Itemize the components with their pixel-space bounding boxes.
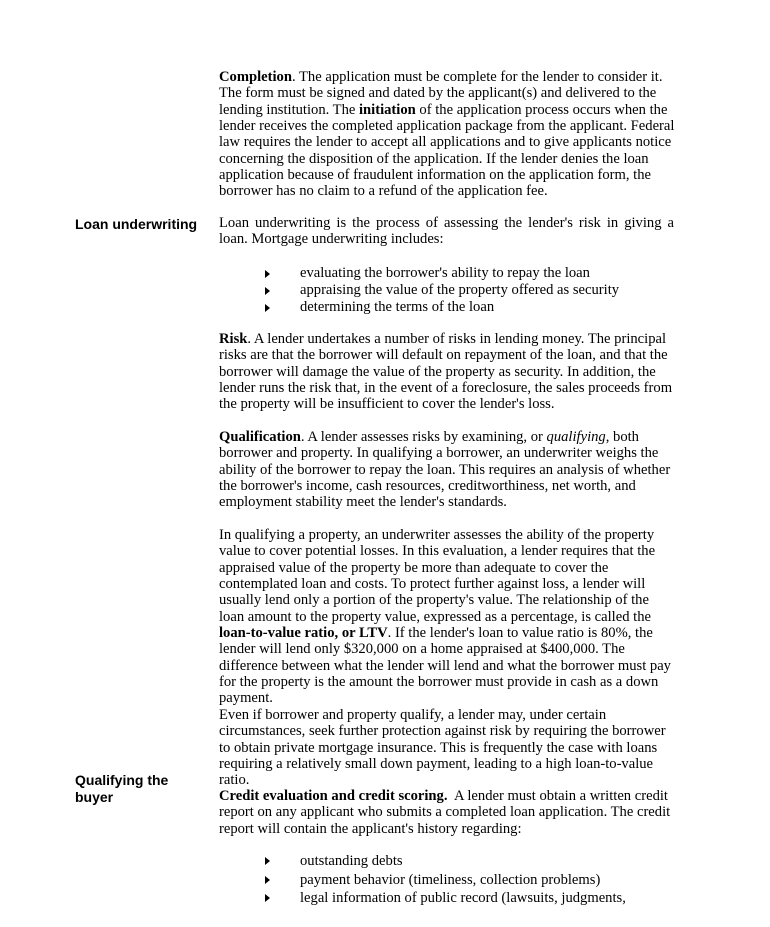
list-item [262, 871, 626, 890]
list-item [262, 889, 626, 908]
completion-lead: Completion [219, 69, 292, 85]
risk-text: . A lender undertakes a number of risks in lending money. The principal risks are that the borrower will default on repayment of the loan, and that the borrower will damage the value of the property as security. In addition, the lender runs the risk that, in the event of a foreclosure, the sales proceeds from the property will be insufficient to cover the lender's loss. [219, 331, 673, 413]
bullet-triangle-icon [265, 270, 270, 278]
qualifying-buyer-heading [75, 772, 215, 805]
list-item-text: payment behavior (timeliness, collection problems) [300, 871, 601, 888]
list-item [262, 852, 626, 871]
qualification-text-1: . A lender assesses risks by examining, or [300, 429, 547, 445]
list-item-text: legal information of public record (lawsuits, judgments, [300, 890, 626, 906]
qualification-lead: Qualification [219, 429, 301, 445]
underwriting-bullet-list [262, 265, 619, 316]
risk-paragraph [219, 331, 677, 413]
qualification-paragraph [219, 429, 677, 511]
list-item [262, 265, 619, 282]
bullet-triangle-icon [265, 876, 270, 884]
heading-line-1: Qualifying the [75, 772, 169, 788]
loan-underwriting-heading: Loan underwriting [75, 216, 198, 232]
completion-text-1: . The application must be complete for the lender to consider it. The form must be signed and dated by the applicant(s) and delivered to the lending institution. The [219, 69, 663, 118]
property-paragraph [219, 527, 677, 707]
completion-paragraph [219, 69, 677, 200]
bullet-triangle-icon [265, 287, 270, 295]
bullet-triangle-icon [265, 304, 270, 312]
risk-lead: Risk [219, 331, 248, 347]
insurance-paragraph: Even if borrower and property qualify, a lender may, under certain circumstances, seek further protection against risk by requiring the borrower to obtain private mortgage insurance. This is frequently the case with loans requiring a relatively small down payment, leading to a high loan-to-value ratio. [219, 707, 666, 789]
credit-paragraph [219, 788, 677, 837]
qualifying-term: qualifying [546, 429, 606, 445]
loan-underwriting-intro: Loan underwriting is the process of assessing the lender's risk in giving a loan. Mortgage underwriting includes: [219, 215, 674, 248]
list-item [262, 299, 619, 316]
completion-text-2: of the application process occurs when the lender receives the completed application package from the applicant. Federal law requires the lender to accept all applications and to give applicants notice concerning the disposition of the application. If the lender denies the loan application because of fraudulent information on the application form, the borrower has no claim to a refund of the application fee. [219, 101, 675, 200]
property-text-1: In qualifying a property, an underwriter assesses the ability of the property value to cover potential losses. In this evaluation, a lender requires that the appraised value of the property be more than adequate to cover the contemplated loan and costs. To protect further against loss, a lender will usually lend only a portion of the property's value. The relationship of the loan amount to the property value, expressed as a percentage, is called the [219, 527, 656, 625]
list-item-text: evaluating the borrower's ability to repay the loan [300, 265, 590, 281]
list-item-text: appraising the value of the property offered as security [300, 282, 620, 298]
list-item-text: outstanding debts [300, 853, 403, 869]
list-item-text: determining the terms of the loan [300, 299, 495, 315]
initiation-term: initiation [359, 101, 416, 118]
property-text-2: . If the lender's loan to value ratio is 80%, the lender will lend only $320,000 on a home appraised at $400,000. The difference between what the lender will lend and what the borrower must pay for the property is the amount the borrower must provide in cash as a down payment. [219, 625, 671, 707]
ltv-term: loan-to-value ratio, or LTV [219, 625, 388, 642]
credit-bullet-list [262, 852, 626, 908]
credit-text: A lender must obtain a written credit report on any applicant who submits a completed loan application. The credit report will contain the applicant's history regarding: [219, 788, 674, 837]
heading-line-2: buyer [75, 788, 114, 805]
credit-lead: Credit evaluation and credit scoring. [219, 788, 448, 804]
bullet-triangle-icon [265, 857, 270, 865]
bullet-triangle-icon [265, 894, 270, 902]
list-item [262, 282, 619, 299]
qualification-text-2: , both borrower and property. In qualifying a borrower, an underwriter weighs the ability of the borrower to repay the loan. This requires an analysis of whether the borrower's income, cash resources, creditworthiness, net worth, and employment stability meet the lender's standards. [219, 429, 671, 511]
